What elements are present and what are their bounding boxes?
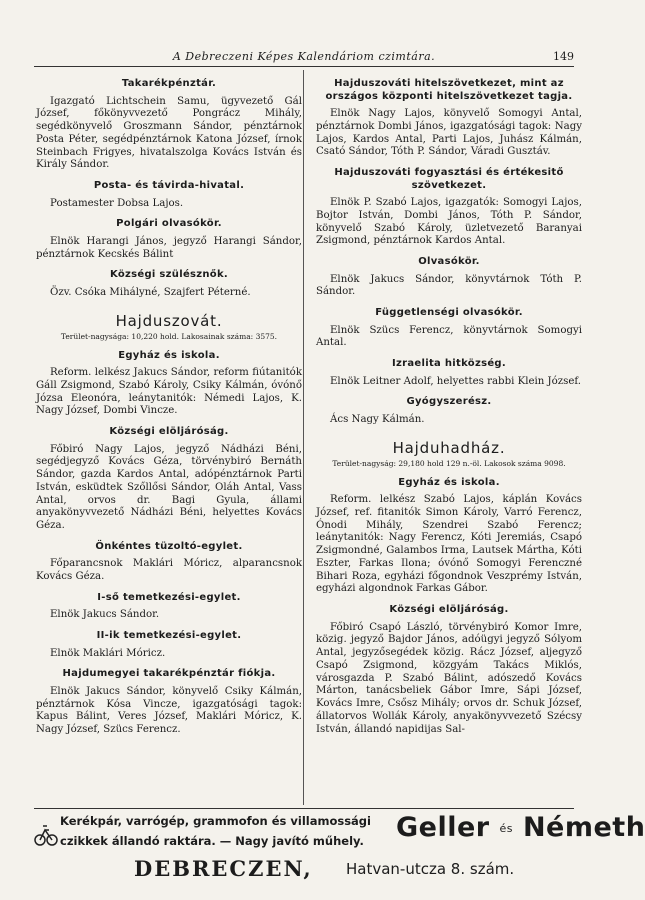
section-title: II-ik temetkezési-egylet. [96,630,242,642]
running-header [34,50,574,66]
advert-brand [396,812,645,843]
section-title: Községi elöljáróság. [389,604,509,616]
section-title: Izraelita hitközség. [392,358,506,369]
column-divider [303,70,304,805]
bicycle-icon [34,812,58,852]
advertisement [34,812,645,886]
advert-rule [34,808,574,809]
section-title: Egyház és iskola. [398,476,500,488]
section-title: Polgári olvasókör. [116,218,222,230]
section-title: Önkéntes tüzoltó-egylet. [95,540,243,552]
section-title: Községi elöljáróság. [109,426,229,438]
advert-city: DEBRECZEN, [134,856,313,881]
town-stats: Terület-nagyság: 29,180 hold 129 n.-öl. Lakosok száma 9098. [332,459,566,469]
section-text: Elnök P. Szabó Lajos, igazgatók: Somogyi Lajos, Bojtor István, Dombi János, Tóth P. Sándor, könyvelő Szabó Károly, üzletvezető Baranyai Zsigmond, pénztárnok Kardos Antal. [316,197,582,247]
section-text: Igazgató Lichtschein Samu, ügyvezető Gál József, főkönyvvezető Pongrácz Mihály, segédkönyvelő Groszmann Sándor, pénztárnok Posta Péter, segédpénztárnok Katona József, írnok Steinbach Frigyes, hivatalszolga Kovács István és Király Sándor. [36,95,302,171]
header-rule [34,66,574,67]
brand-name-geller: Geller [396,812,490,843]
section-title: I-ső temetkezési-egylet. [97,591,241,603]
section-text: Főbiró Nagy Lajos, jegyző Nádházi Béni, segédjegyző Kovács Géza, törvénybiró Bernáth Sándor, gazda Kardos Antal, adópénztárnok Parti István, esküdtek Szőllősi Sándor, Oláh Antal, Vass Antal, orvos dr. Bagi Gyula, állami anyakönyvvezető Nádházi Béni, helyettes Kovács Géza. [36,443,302,532]
section-text: Elnök Harangi János, jegyző Harangi Sándor, pénztárnok Kecskés Bálint [36,235,302,260]
section-text: Elnök Jakucs Sándor, könyvtárnok Tóth P. Sándor. [316,273,582,298]
section-text: Elnök Leitner Adolf, helyettes rabbi Klein József. [330,375,582,387]
section-title: Hajdumegyei takarékpénztár fiókja. [62,668,276,680]
section-text: Elnök Jakucs Sándor, könyvelő Csiky Kálmán, pénztárnok Kósa Vincze, igazgatósági tagok: Kapus Bálint, Veres József, Maklári Móricz, K. Nagy József, Szücs Ferencz. [36,685,302,736]
section-title: Olvasókör. [418,256,480,267]
section-text: Postamester Dobsa Lajos. [50,197,184,209]
town-stats: Terület-nagysága: 10,220 hold. Lakosainak száma: 3575. [60,332,278,342]
town-title: Hajduhadház. [392,438,506,457]
header-title: A Debreczeni Képes Kalendáriom czimtára. [172,50,436,63]
page-number: 149 [553,50,574,63]
section-title: Hajduszováti fogyasztási és értékesitő szövetkezet. [334,167,564,191]
section-text: Elnök Maklári Móricz. [50,647,166,659]
section-text: Elnök Jakucs Sándor. [50,609,160,621]
right-column [316,74,582,742]
section-text: Reform. lelkész Jakucs Sándor, reform fiútanitók Gáll Zsigmond, Szabó Károly, Csiky Kálmán, óvónő Józsa Eleonóra, leánytanitók: Némedi Lajos, K. Nagy József, Dombi Vincze. [36,367,302,417]
section-title: Posta- és távirda-hivatal. [93,180,245,191]
brand-connector: és [499,822,514,835]
section-title: Hajduszováti hitelszövetkezet, mint az országos központi hitelszövetkezet tagja. [325,78,573,102]
section-text: Főparancsnok Maklári Móricz, alparancsnok Kovács Géza. [36,558,302,583]
section-title: Gyógyszerész. [406,396,492,408]
section-text: Reform. lelkész Szabó Lajos, káplán Kovács József, ref. fitanitók Simon Károly, Varró Ferencz, Ónodi Mihály, Szendrei Szabó Ferencz; leánytanitók: Nagy Ferencz, Kóti Jeremiás, Csapó Zsigmondné, Galambos Irma, Lautsek Mártha, Kóti Eszter, Farkas Ilona; óvónő Somogyi Ferenczné Bihari Roza, egyházi főgondnok Veszprémy István, egyházi algondnok Farkas Gábor. [316,494,582,595]
section-title: Községi szülésznők. [109,269,229,281]
left-column [36,74,302,743]
section-text: Főbiró Csapó László, törvénybiró Komor Imre, közig. jegyző Bajdor János, adóügyi jegyző Sólyom Antal, jegyzősegédek közig. Rácz József, aljegyző Csapó Zsigmond, közgyám Takács Miklós, városgazda P. Szabó Bálint, adószedő Kovács Márton, tanácsbeliek Gábor Imre, Sápi József, Kovács Imre, Csősz Mihály; orvos dr. Schuk József, állatorvos Wollák Károly, anyakönyvvezető Szécsy István, állandó napidijas Sal- [316,621,582,735]
advert-line-2: czikkek állandó raktára. — Nagy javító műhely. [60,834,364,848]
section-text: Özv. Csóka Mihályné, Szajfert Péterné. [50,286,251,298]
advert-line-1: Kerékpár, varrógép, grammofon és villamossági [60,814,371,828]
section-text: Elnök Nagy Lajos, könyvelő Somogyi Antal, pénztárnok Dombi János, igazgatósági tagok: Nagy Lajos, Kardos Antal, Parti Lajos, Juhász Kálmán, Csató Sándor, Tóth P. Sándor, Váradi Gusztáv. [316,108,582,158]
section-title: Egyház és iskola. [118,349,220,361]
section-title: Takarékpénztár. [121,78,217,89]
town-title: Hajduszovát. [115,311,223,330]
section-text: Elnök Szücs Ferencz, könyvtárnok Somogyi Antal. [316,324,582,349]
section-text: Ács Nagy Kálmán. [330,413,425,425]
advert-address: Hatvan-utcza 8. szám. [346,860,515,878]
brand-name-nemeth: Németh [522,812,645,843]
section-title: Függetlenségi olvasókör. [375,307,523,318]
